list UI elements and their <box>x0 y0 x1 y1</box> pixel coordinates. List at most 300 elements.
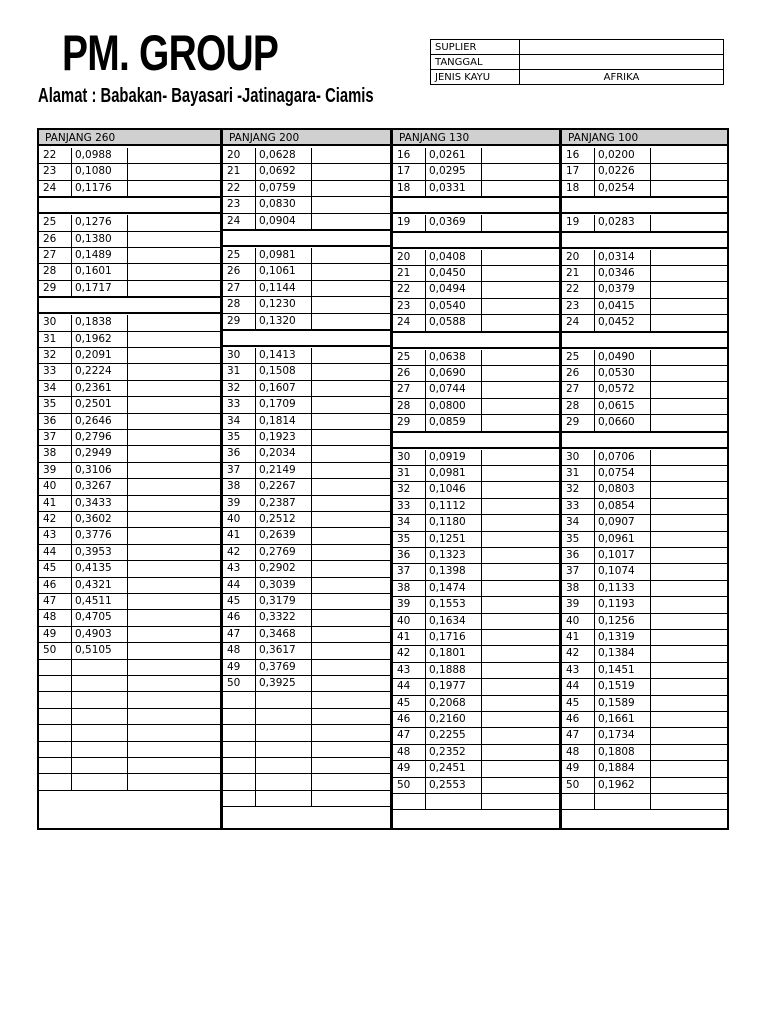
cell-divider <box>127 181 128 196</box>
diameter-cell: 30 <box>566 450 580 463</box>
diameter-cell: 27 <box>227 281 241 294</box>
cell-divider <box>311 148 312 163</box>
table-row <box>223 676 390 692</box>
table-row <box>223 164 390 180</box>
volume-cell: 0,1323 <box>429 549 466 561</box>
diameter-cell: 35 <box>43 398 57 411</box>
table-row <box>39 774 220 790</box>
table-row <box>39 446 220 462</box>
table-row <box>223 758 390 774</box>
column-panjang-4 <box>559 130 727 828</box>
diameter-cell: 26 <box>566 367 580 379</box>
cell-divider <box>650 499 651 514</box>
cell-divider <box>481 679 482 694</box>
table-row <box>39 594 220 610</box>
info-row-tanggal <box>431 55 724 70</box>
diameter-cell: 29 <box>566 416 580 429</box>
volume-cell: 0,0295 <box>429 165 466 178</box>
cell-divider <box>127 692 128 707</box>
group-separator <box>223 229 390 247</box>
cell-divider <box>481 266 482 281</box>
table-row <box>393 399 559 415</box>
table-row <box>223 627 390 643</box>
diameter-cell: 34 <box>227 414 241 427</box>
volume-cell: 0,4321 <box>75 578 112 591</box>
cell-divider <box>311 414 312 429</box>
diameter-cell: 23 <box>227 198 241 211</box>
volume-cell: 0,0754 <box>598 467 635 479</box>
cell-divider <box>650 466 651 481</box>
table-row <box>562 597 727 613</box>
diameter-cell: 27 <box>397 383 411 396</box>
table-row <box>223 496 390 512</box>
diameter-cell: 20 <box>566 250 580 263</box>
table-row <box>562 564 727 580</box>
volume-cell: 0,0988 <box>75 149 112 161</box>
volume-cell: 0,3039 <box>259 578 296 591</box>
cell-divider <box>650 382 651 397</box>
cell-divider <box>127 397 128 412</box>
volume-cell: 0,3322 <box>259 611 296 624</box>
group-separator <box>39 296 220 314</box>
table-row <box>393 597 559 613</box>
table-row <box>223 725 390 741</box>
diameter-cell: 33 <box>566 499 580 512</box>
cell-divider <box>481 630 482 645</box>
cell-divider <box>255 774 256 789</box>
table-row <box>393 382 559 398</box>
cell-divider <box>650 614 651 629</box>
cell-divider <box>481 712 482 727</box>
volume-cell: 0,0803 <box>598 483 635 496</box>
volume-cell: 0,1276 <box>75 216 112 229</box>
diameter-cell: 28 <box>566 399 580 412</box>
diameter-cell: 22 <box>43 149 57 161</box>
diameter-cell: 26 <box>227 265 241 278</box>
volume-cell: 0,0628 <box>259 149 296 161</box>
table-row <box>39 512 220 528</box>
cell-divider <box>127 348 128 363</box>
column-header: PANJANG 200 <box>223 130 390 146</box>
cell-divider <box>650 366 651 381</box>
cell-divider <box>127 496 128 511</box>
volume-cell: 0,1508 <box>259 365 296 378</box>
diameter-cell: 42 <box>566 647 580 660</box>
cell-divider <box>255 692 256 707</box>
volume-cell: 0,1801 <box>429 647 466 660</box>
diameter-cell: 44 <box>227 578 241 591</box>
table-row <box>39 758 220 774</box>
cell-divider <box>650 299 651 314</box>
volume-cell: 0,2352 <box>429 745 466 758</box>
volume-cell: 0,4903 <box>75 627 112 640</box>
cell-divider <box>650 450 651 465</box>
cell-divider <box>311 660 312 675</box>
diameter-cell: 31 <box>227 365 241 378</box>
diameter-cell: 27 <box>43 249 57 261</box>
cell-divider <box>311 281 312 296</box>
cell-divider <box>311 348 312 363</box>
table-row <box>223 281 390 297</box>
table-row <box>562 778 727 794</box>
cell-divider <box>127 660 128 675</box>
table-row <box>393 466 559 482</box>
diameter-cell: 18 <box>566 181 580 194</box>
cell-divider <box>481 382 482 397</box>
group-separator <box>393 331 559 349</box>
table-row <box>393 663 559 679</box>
table-row <box>393 679 559 695</box>
diameter-cell: 47 <box>566 729 580 742</box>
group-separator <box>39 196 220 214</box>
table-row <box>562 630 727 646</box>
cell-divider <box>127 643 128 658</box>
diameter-cell: 49 <box>566 762 580 775</box>
diameter-cell: 30 <box>227 349 241 361</box>
volume-cell: 0,2553 <box>429 778 466 791</box>
cell-divider <box>650 745 651 760</box>
cell-divider <box>127 578 128 593</box>
cell-divider <box>127 281 128 296</box>
volume-cell: 0,1413 <box>259 349 296 361</box>
diameter-cell: 43 <box>43 529 57 542</box>
volume-cell: 0,2091 <box>75 349 112 361</box>
table-row <box>223 297 390 313</box>
table-row <box>39 676 220 692</box>
table-row <box>393 215 559 231</box>
volume-cell: 0,2769 <box>259 545 296 558</box>
volume-cell: 0,0331 <box>429 181 466 194</box>
cell-divider <box>255 725 256 740</box>
cell-divider <box>481 450 482 465</box>
table-row <box>39 528 220 544</box>
volume-cell: 0,2387 <box>259 496 296 509</box>
diameter-cell: 21 <box>227 165 241 178</box>
column-panjang-3 <box>390 130 559 828</box>
cell-divider <box>481 499 482 514</box>
cell-divider <box>311 709 312 724</box>
table-row <box>393 646 559 662</box>
cell-divider <box>255 742 256 757</box>
diameter-cell: 49 <box>397 762 411 775</box>
cell-divider <box>650 778 651 793</box>
volume-cell: 0,1074 <box>598 565 635 578</box>
diameter-cell: 33 <box>227 398 241 411</box>
diameter-cell: 49 <box>43 627 57 640</box>
table-row <box>562 399 727 415</box>
diameter-cell: 31 <box>43 332 57 345</box>
table-row <box>223 463 390 479</box>
volume-cell: 0,0919 <box>429 450 466 463</box>
diameter-cell: 41 <box>397 631 411 643</box>
diameter-cell: 40 <box>397 614 411 627</box>
cell-divider <box>481 181 482 196</box>
diameter-cell: 48 <box>43 611 57 624</box>
table-row <box>39 479 220 495</box>
volume-cell: 0,2796 <box>75 431 112 443</box>
table-row <box>223 528 390 544</box>
cell-divider <box>481 597 482 612</box>
volume-cell: 0,0859 <box>429 416 466 429</box>
volume-cell: 0,3106 <box>75 463 112 476</box>
cell-divider <box>127 446 128 461</box>
table-row <box>562 499 727 515</box>
diameter-cell: 40 <box>43 480 57 493</box>
diameter-cell: 30 <box>43 316 57 329</box>
table-row <box>393 515 559 531</box>
cell-divider <box>481 299 482 314</box>
volume-cell: 0,1734 <box>598 729 635 742</box>
volume-cell: 0,1553 <box>429 598 466 611</box>
cell-divider <box>481 482 482 497</box>
cell-divider <box>311 164 312 179</box>
diameter-cell: 37 <box>566 565 580 578</box>
volume-cell: 0,1398 <box>429 565 466 578</box>
diameter-cell: 29 <box>43 281 57 294</box>
volume-cell: 0,1519 <box>598 680 635 693</box>
volume-cell: 0,1256 <box>598 614 635 627</box>
diameter-cell: 25 <box>397 350 411 363</box>
volume-cell: 0,1661 <box>598 713 635 725</box>
cell-divider <box>311 446 312 461</box>
cell-divider <box>481 548 482 563</box>
table-row <box>562 299 727 315</box>
cell-divider <box>481 778 482 793</box>
volume-cell: 0,1230 <box>259 298 296 311</box>
group-separator <box>562 231 727 249</box>
cell-divider <box>71 725 72 740</box>
table-row <box>223 643 390 659</box>
cell-divider <box>311 181 312 196</box>
diameter-cell: 29 <box>397 416 411 429</box>
diameter-cell: 20 <box>227 149 241 161</box>
diameter-cell: 39 <box>227 496 241 509</box>
volume-cell: 0,1717 <box>75 281 112 294</box>
cell-divider <box>71 758 72 773</box>
cell-divider <box>481 515 482 530</box>
cell-divider <box>311 643 312 658</box>
cell-divider <box>255 709 256 724</box>
diameter-cell: 32 <box>227 381 241 394</box>
table-row <box>393 532 559 548</box>
cell-divider <box>650 646 651 661</box>
cell-divider <box>127 545 128 560</box>
table-row <box>39 148 220 164</box>
volume-cell: 0,2068 <box>429 696 466 709</box>
cell-divider <box>71 709 72 724</box>
table-row <box>223 348 390 364</box>
diameter-cell: 21 <box>397 267 411 279</box>
diameter-cell: 22 <box>566 283 580 296</box>
table-row <box>39 248 220 264</box>
cell-divider <box>311 545 312 560</box>
volume-cell: 0,0283 <box>598 216 635 229</box>
diameter-cell: 48 <box>397 745 411 758</box>
table-row <box>223 578 390 594</box>
table-row <box>39 430 220 446</box>
table-row <box>562 696 727 712</box>
cell-divider <box>481 696 482 711</box>
volume-cell: 0,0904 <box>259 214 296 227</box>
diameter-cell: 40 <box>227 513 241 525</box>
volume-cell: 0,0261 <box>429 149 466 161</box>
cell-divider <box>311 774 312 789</box>
cell-divider <box>311 725 312 740</box>
cell-divider <box>650 266 651 281</box>
table-row <box>223 446 390 462</box>
cell-divider <box>481 250 482 265</box>
volume-cell: 0,1923 <box>259 431 296 443</box>
diameter-cell: 26 <box>397 367 411 379</box>
diameter-cell: 22 <box>227 181 241 194</box>
cell-divider <box>127 264 128 279</box>
table-row <box>562 614 727 630</box>
volume-cell: 0,0706 <box>598 450 635 463</box>
cell-divider <box>311 463 312 478</box>
volume-cell: 0,3925 <box>259 677 296 689</box>
info-label: TANGGAL <box>431 55 520 70</box>
table-row <box>562 794 727 810</box>
column-header: PANJANG 130 <box>393 130 559 146</box>
volume-cell: 0,3953 <box>75 545 112 558</box>
table-row <box>39 397 220 413</box>
diameter-cell: 34 <box>43 381 57 394</box>
table-row <box>39 264 220 280</box>
cell-divider <box>481 148 482 163</box>
volume-cell: 0,0490 <box>598 350 635 363</box>
diameter-cell: 41 <box>227 529 241 542</box>
table-row <box>223 214 390 230</box>
info-label: JENIS KAYU <box>431 70 520 85</box>
table-row <box>562 663 727 679</box>
volume-cell: 0,3468 <box>259 627 296 640</box>
volume-cell: 0,3267 <box>75 480 112 493</box>
cell-divider <box>481 728 482 743</box>
cell-divider <box>127 414 128 429</box>
table-row <box>39 232 220 248</box>
table-row <box>39 545 220 561</box>
diameter-cell: 18 <box>397 181 411 194</box>
volume-cell: 0,3617 <box>259 644 296 657</box>
diameter-cell: 45 <box>566 696 580 709</box>
diameter-cell: 17 <box>566 165 580 178</box>
volume-cell: 0,1634 <box>429 614 466 627</box>
table-row <box>39 496 220 512</box>
diameter-cell: 38 <box>566 581 580 594</box>
cell-divider <box>650 350 651 365</box>
cell-divider <box>127 528 128 543</box>
volume-cell: 0,1193 <box>598 598 635 611</box>
cell-divider <box>481 315 482 330</box>
volume-cell: 0,0530 <box>598 367 635 379</box>
cell-divider <box>650 663 651 678</box>
volume-cell: 0,0660 <box>598 416 635 429</box>
cell-divider <box>481 399 482 414</box>
diameter-cell: 39 <box>397 598 411 611</box>
column-panjang-1 <box>39 130 220 828</box>
table-row <box>562 215 727 231</box>
volume-cell: 0,0540 <box>429 299 466 312</box>
cell-divider <box>127 232 128 247</box>
volume-cell: 0,2646 <box>75 414 112 427</box>
table-row <box>562 679 727 695</box>
volume-cell: 0,0314 <box>598 250 635 263</box>
table-row <box>223 430 390 446</box>
volume-cell: 0,1709 <box>259 398 296 411</box>
volume-cell: 0,0408 <box>429 250 466 263</box>
cell-divider <box>127 676 128 691</box>
volume-cell: 0,0588 <box>429 316 466 329</box>
cell-divider <box>481 646 482 661</box>
cell-divider <box>425 794 426 809</box>
volume-cell: 0,1962 <box>75 332 112 345</box>
table-row <box>393 499 559 515</box>
volume-cell: 0,2501 <box>75 398 112 411</box>
volume-cell: 0,1046 <box>429 483 466 496</box>
cell-divider <box>650 250 651 265</box>
volume-cell: 0,1888 <box>429 663 466 676</box>
diameter-cell: 30 <box>397 450 411 463</box>
diameter-cell: 39 <box>566 598 580 611</box>
table-row <box>562 282 727 298</box>
volume-cell: 0,0450 <box>429 267 466 279</box>
cell-divider <box>311 742 312 757</box>
table-row <box>393 266 559 282</box>
table-row <box>39 610 220 626</box>
volume-cell: 0,3433 <box>75 496 112 509</box>
table-row <box>562 181 727 197</box>
cell-divider <box>650 315 651 330</box>
volume-cell: 0,2639 <box>259 529 296 542</box>
info-value: AFRIKA <box>520 70 724 85</box>
diameter-cell: 37 <box>227 463 241 476</box>
table-row <box>393 778 559 794</box>
diameter-cell: 26 <box>43 232 57 245</box>
table-row <box>39 725 220 741</box>
volume-cell: 0,2149 <box>259 463 296 476</box>
table-row <box>562 382 727 398</box>
diameter-cell: 44 <box>566 680 580 693</box>
volume-cell: 0,1017 <box>598 549 635 561</box>
volume-cell: 0,1380 <box>75 232 112 245</box>
diameter-cell: 50 <box>566 778 580 791</box>
group-separator <box>393 231 559 249</box>
volume-cell: 0,2224 <box>75 365 112 378</box>
volume-cell: 0,3776 <box>75 529 112 542</box>
table-row <box>39 692 220 708</box>
table-row <box>393 696 559 712</box>
cell-divider <box>481 532 482 547</box>
table-row <box>562 646 727 662</box>
diameter-cell: 47 <box>397 729 411 742</box>
table-row <box>562 745 727 761</box>
volume-cell: 0,1489 <box>75 249 112 261</box>
volume-cell: 0,0200 <box>598 149 635 161</box>
group-separator <box>393 196 559 214</box>
cell-divider <box>650 597 651 612</box>
volume-cell: 0,1607 <box>259 381 296 394</box>
cell-divider <box>311 430 312 445</box>
table-row <box>39 660 220 676</box>
table-row <box>393 366 559 382</box>
table-row <box>562 515 727 531</box>
diameter-cell: 31 <box>397 467 411 479</box>
table-row <box>562 548 727 564</box>
column-header: PANJANG 260 <box>39 130 220 146</box>
diameter-cell: 45 <box>227 595 241 607</box>
table-row <box>223 264 390 280</box>
cell-divider <box>311 528 312 543</box>
